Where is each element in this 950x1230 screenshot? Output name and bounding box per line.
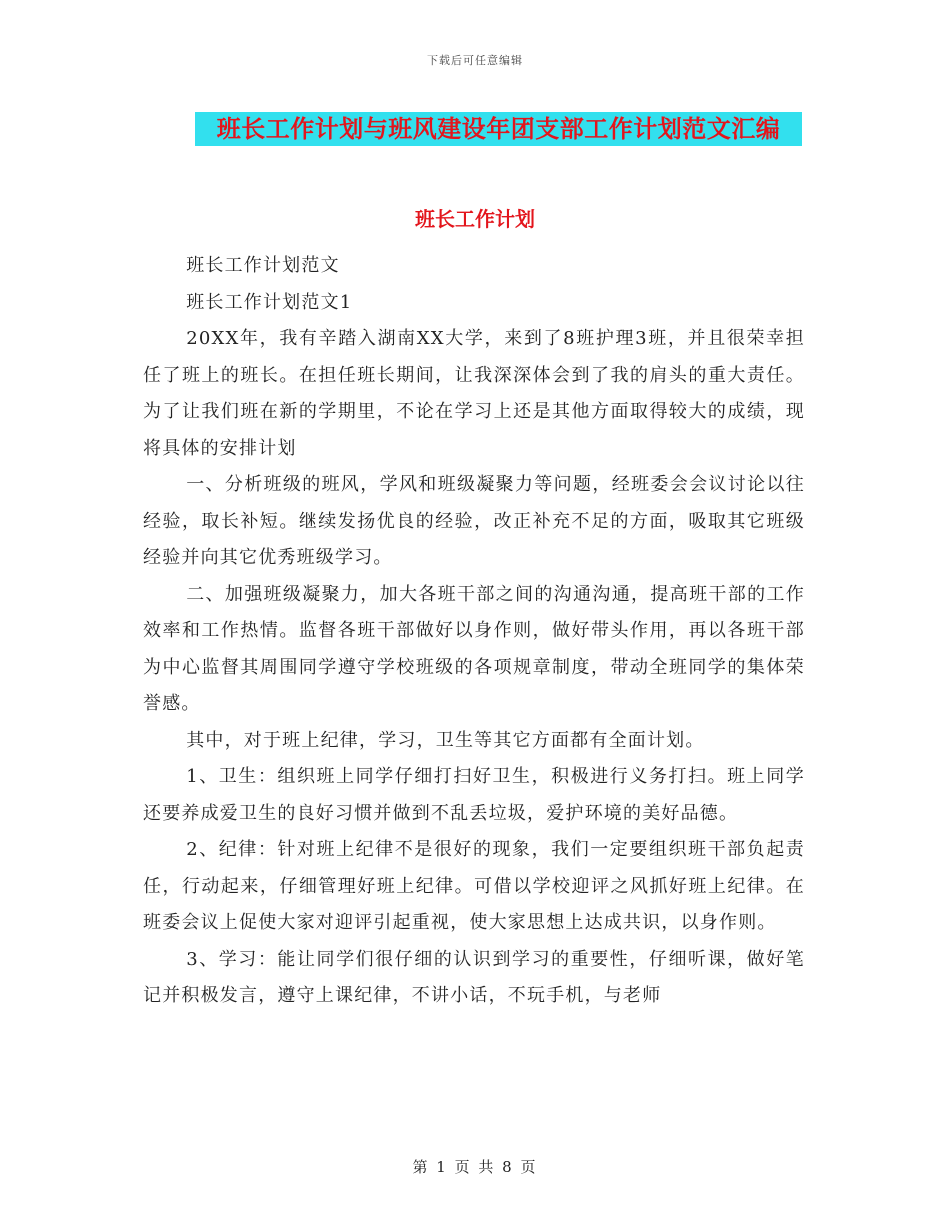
section-title: 班长工作计划 bbox=[415, 207, 535, 231]
paragraph: 3、学习：能让同学们很仔细的认识到学习的重要性，仔细听课，做好笔记并积极发言，遵守上课纪律，不讲小话，不玩手机，与老师 bbox=[143, 948, 805, 1006]
page-header-note: 下载后可任意编辑 bbox=[427, 54, 523, 67]
main-title-highlight bbox=[195, 112, 802, 146]
page-footer-number: 第 1 页 共 8 页 bbox=[412, 1158, 538, 1176]
paragraph: 二、加强班级凝聚力，加大各班干部之间的沟通沟通，提高班干部的工作效率和工作热情。监督各班干部做好以身作则，做好带头作用，再以各班干部为中心监督其周围同学遵守学校班级的各项规章制度，带动全班同学的集体荣誉感。 bbox=[143, 583, 805, 714]
paragraph: 1、卫生：组织班上同学仔细打扫好卫生，积极进行义务打扫。班上同学还要养成爱卫生的良好习惯并做到不乱丢垃圾，爱护环境的美好品德。 bbox=[143, 766, 805, 824]
document-body bbox=[143, 248, 805, 1015]
main-title: 班长工作计划与班风建设年团支部工作计划范文汇编 bbox=[216, 115, 781, 143]
paragraph: 2、纪律：针对班上纪律不是很好的现象，我们一定要组织班干部负起责任，行动起来，仔细管理好班上纪律。可借以学校迎评之风抓好班上纪律。在班委会议上促使大家对迎评引起重视，使大家思想上达成共识，以身作则。 bbox=[143, 839, 805, 933]
paragraph: 班长工作计划范文 bbox=[186, 255, 340, 276]
paragraph: 一、分析班级的班风，学风和班级凝聚力等问题，经班委会会议讨论以往经验，取长补短。继续发扬优良的经验，改正补充不足的方面，吸取其它班级经验并向其它优秀班级学习。 bbox=[143, 474, 805, 568]
paragraph: 其中，对于班上纪律，学习，卫生等其它方面都有全面计划。 bbox=[186, 729, 705, 751]
paragraph: 20XX年，我有辛踏入湖南XX大学，来到了8班护理3班，并且很荣幸担任了班上的班长。在担任班长期间，让我深深体会到了我的肩头的重大责任。为了让我们班在新的学期里，不论在学习上还是其他方面取得较大的成绩，现将具体的安排计划 bbox=[143, 328, 805, 459]
paragraph: 班长工作计划范文1 bbox=[186, 291, 353, 313]
